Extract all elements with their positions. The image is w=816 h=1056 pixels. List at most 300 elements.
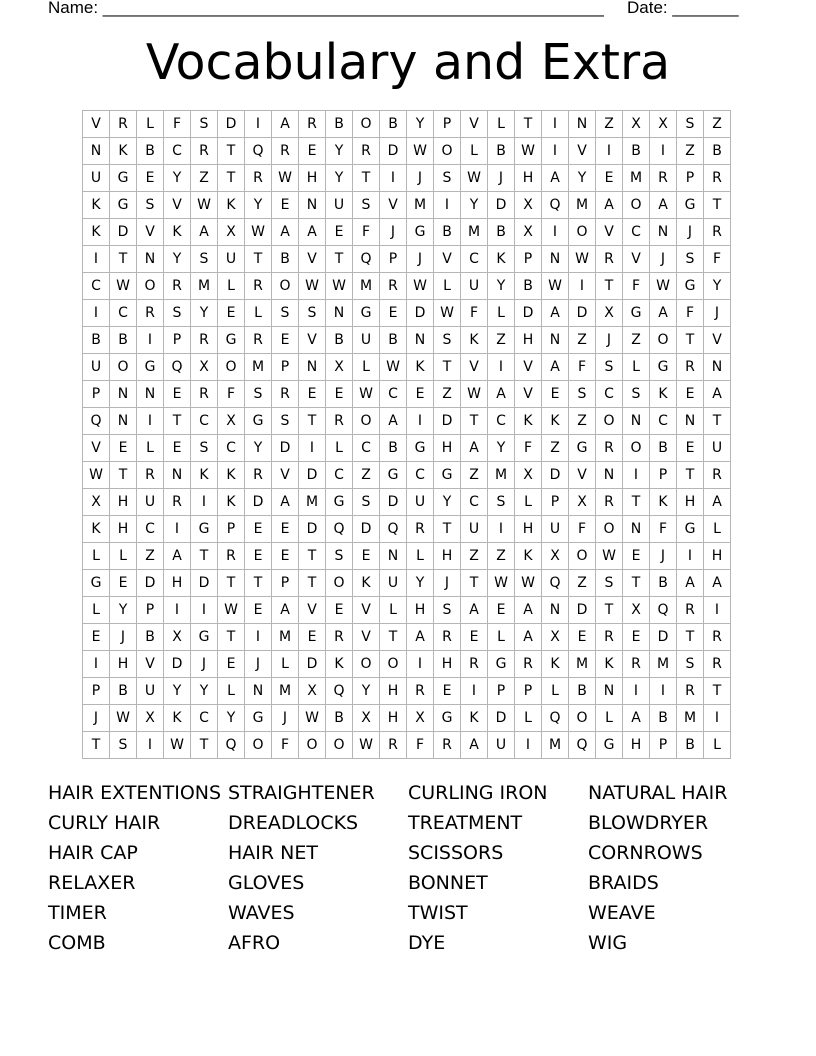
grid-cell[interactable]: A <box>191 219 218 246</box>
grid-cell[interactable]: L <box>596 705 623 732</box>
grid-cell[interactable]: B <box>83 327 110 354</box>
grid-cell[interactable]: W <box>326 273 353 300</box>
grid-cell[interactable]: T <box>461 570 488 597</box>
grid-cell[interactable]: N <box>623 516 650 543</box>
grid-cell[interactable]: U <box>542 516 569 543</box>
grid-cell[interactable]: E <box>164 435 191 462</box>
grid-cell[interactable]: H <box>704 543 731 570</box>
grid-cell[interactable]: W <box>569 246 596 273</box>
grid-cell[interactable]: O <box>623 192 650 219</box>
grid-cell[interactable]: B <box>650 435 677 462</box>
grid-cell[interactable]: T <box>164 408 191 435</box>
grid-cell[interactable]: L <box>704 516 731 543</box>
grid-cell[interactable]: V <box>272 462 299 489</box>
grid-cell[interactable]: A <box>488 381 515 408</box>
grid-cell[interactable]: F <box>677 300 704 327</box>
grid-cell[interactable]: G <box>83 570 110 597</box>
grid-cell[interactable]: R <box>407 516 434 543</box>
grid-cell[interactable]: B <box>326 705 353 732</box>
grid-cell[interactable]: P <box>650 462 677 489</box>
grid-cell[interactable]: W <box>83 462 110 489</box>
grid-cell[interactable]: L <box>488 111 515 138</box>
grid-cell[interactable]: E <box>272 327 299 354</box>
grid-cell[interactable]: N <box>704 354 731 381</box>
grid-cell[interactable]: X <box>218 408 245 435</box>
grid-cell[interactable]: J <box>650 246 677 273</box>
grid-cell[interactable]: R <box>380 732 407 759</box>
grid-cell[interactable]: N <box>110 408 137 435</box>
grid-cell[interactable]: I <box>137 732 164 759</box>
grid-cell[interactable]: C <box>380 381 407 408</box>
grid-cell[interactable]: Y <box>434 489 461 516</box>
grid-cell[interactable]: O <box>245 732 272 759</box>
grid-cell[interactable]: B <box>380 327 407 354</box>
grid-cell[interactable]: F <box>650 516 677 543</box>
grid-cell[interactable]: Y <box>164 246 191 273</box>
grid-cell[interactable]: G <box>191 624 218 651</box>
grid-cell[interactable]: O <box>596 408 623 435</box>
grid-cell[interactable]: W <box>650 273 677 300</box>
grid-cell[interactable]: I <box>704 705 731 732</box>
grid-cell[interactable]: E <box>218 651 245 678</box>
grid-cell[interactable]: B <box>380 435 407 462</box>
grid-cell[interactable]: I <box>137 408 164 435</box>
grid-cell[interactable]: R <box>326 624 353 651</box>
grid-cell[interactable]: R <box>137 462 164 489</box>
grid-cell[interactable]: M <box>191 273 218 300</box>
grid-cell[interactable]: Q <box>542 570 569 597</box>
grid-cell[interactable]: C <box>191 408 218 435</box>
grid-cell[interactable]: O <box>326 570 353 597</box>
grid-cell[interactable]: E <box>272 192 299 219</box>
grid-cell[interactable]: M <box>650 651 677 678</box>
grid-cell[interactable]: D <box>488 192 515 219</box>
grid-cell[interactable]: F <box>164 111 191 138</box>
grid-cell[interactable]: A <box>272 111 299 138</box>
grid-cell[interactable]: M <box>353 273 380 300</box>
grid-cell[interactable]: I <box>704 597 731 624</box>
grid-cell[interactable]: U <box>137 489 164 516</box>
grid-cell[interactable]: E <box>488 597 515 624</box>
grid-cell[interactable]: I <box>542 138 569 165</box>
grid-cell[interactable]: G <box>569 435 596 462</box>
grid-cell[interactable]: G <box>623 300 650 327</box>
grid-cell[interactable]: A <box>515 624 542 651</box>
grid-cell[interactable]: V <box>137 651 164 678</box>
grid-cell[interactable]: A <box>704 489 731 516</box>
grid-cell[interactable]: T <box>299 570 326 597</box>
grid-cell[interactable]: L <box>110 543 137 570</box>
grid-cell[interactable]: E <box>326 597 353 624</box>
grid-cell[interactable]: Z <box>542 435 569 462</box>
grid-cell[interactable]: A <box>542 165 569 192</box>
grid-cell[interactable]: I <box>677 543 704 570</box>
grid-cell[interactable]: V <box>299 597 326 624</box>
grid-cell[interactable]: S <box>191 246 218 273</box>
grid-cell[interactable]: N <box>110 381 137 408</box>
grid-cell[interactable]: Z <box>461 462 488 489</box>
grid-cell[interactable]: V <box>569 462 596 489</box>
grid-cell[interactable]: O <box>353 111 380 138</box>
grid-cell[interactable]: V <box>623 246 650 273</box>
grid-cell[interactable]: Y <box>191 678 218 705</box>
grid-cell[interactable]: W <box>380 354 407 381</box>
grid-cell[interactable]: S <box>623 381 650 408</box>
grid-cell[interactable]: I <box>407 408 434 435</box>
grid-cell[interactable]: I <box>83 246 110 273</box>
grid-cell[interactable]: E <box>137 165 164 192</box>
grid-cell[interactable]: X <box>623 111 650 138</box>
grid-cell[interactable]: J <box>704 300 731 327</box>
grid-cell[interactable]: H <box>434 651 461 678</box>
grid-cell[interactable]: J <box>677 219 704 246</box>
grid-cell[interactable]: L <box>407 543 434 570</box>
grid-cell[interactable]: F <box>218 381 245 408</box>
grid-cell[interactable]: U <box>488 732 515 759</box>
grid-cell[interactable]: S <box>326 543 353 570</box>
grid-cell[interactable]: V <box>164 192 191 219</box>
grid-cell[interactable]: K <box>83 219 110 246</box>
grid-cell[interactable]: O <box>569 219 596 246</box>
grid-cell[interactable]: O <box>110 354 137 381</box>
grid-cell[interactable]: G <box>326 489 353 516</box>
grid-cell[interactable]: T <box>245 246 272 273</box>
grid-cell[interactable]: I <box>488 354 515 381</box>
grid-cell[interactable]: U <box>83 354 110 381</box>
grid-cell[interactable]: L <box>488 624 515 651</box>
grid-cell[interactable]: S <box>191 435 218 462</box>
grid-cell[interactable]: W <box>191 192 218 219</box>
grid-cell[interactable]: U <box>326 192 353 219</box>
grid-cell[interactable]: G <box>380 462 407 489</box>
grid-cell[interactable]: M <box>407 192 434 219</box>
grid-cell[interactable]: L <box>515 705 542 732</box>
grid-cell[interactable]: V <box>353 597 380 624</box>
grid-cell[interactable]: Y <box>407 570 434 597</box>
grid-cell[interactable]: L <box>623 354 650 381</box>
grid-cell[interactable]: N <box>164 462 191 489</box>
grid-cell[interactable]: E <box>569 624 596 651</box>
grid-cell[interactable]: D <box>407 300 434 327</box>
grid-cell[interactable]: O <box>218 354 245 381</box>
grid-cell[interactable]: H <box>380 705 407 732</box>
grid-cell[interactable]: E <box>245 597 272 624</box>
grid-cell[interactable]: F <box>353 219 380 246</box>
grid-cell[interactable]: W <box>164 732 191 759</box>
grid-cell[interactable]: I <box>380 165 407 192</box>
grid-cell[interactable]: I <box>650 138 677 165</box>
grid-cell[interactable]: A <box>380 408 407 435</box>
grid-cell[interactable]: X <box>515 192 542 219</box>
grid-cell[interactable]: A <box>704 381 731 408</box>
grid-cell[interactable]: I <box>299 435 326 462</box>
grid-cell[interactable]: Q <box>542 705 569 732</box>
grid-cell[interactable]: A <box>272 219 299 246</box>
grid-cell[interactable]: W <box>596 543 623 570</box>
grid-cell[interactable]: L <box>704 732 731 759</box>
grid-cell[interactable]: E <box>110 570 137 597</box>
grid-cell[interactable]: X <box>299 678 326 705</box>
grid-cell[interactable]: R <box>245 327 272 354</box>
grid-cell[interactable]: M <box>542 732 569 759</box>
grid-cell[interactable]: A <box>542 300 569 327</box>
grid-cell[interactable]: R <box>245 273 272 300</box>
grid-cell[interactable]: T <box>461 408 488 435</box>
grid-cell[interactable]: D <box>380 138 407 165</box>
grid-cell[interactable]: Q <box>380 516 407 543</box>
grid-cell[interactable]: N <box>677 408 704 435</box>
grid-cell[interactable]: N <box>137 246 164 273</box>
grid-cell[interactable]: V <box>461 111 488 138</box>
grid-cell[interactable]: W <box>542 273 569 300</box>
grid-cell[interactable]: I <box>191 489 218 516</box>
grid-cell[interactable]: J <box>407 165 434 192</box>
grid-cell[interactable]: E <box>326 219 353 246</box>
grid-cell[interactable]: J <box>488 165 515 192</box>
grid-cell[interactable]: C <box>353 435 380 462</box>
grid-cell[interactable]: R <box>326 408 353 435</box>
grid-cell[interactable]: S <box>434 165 461 192</box>
grid-cell[interactable]: G <box>218 327 245 354</box>
grid-cell[interactable]: D <box>650 624 677 651</box>
grid-cell[interactable]: R <box>596 489 623 516</box>
grid-cell[interactable]: Q <box>542 192 569 219</box>
grid-cell[interactable]: Z <box>596 111 623 138</box>
grid-cell[interactable]: P <box>515 678 542 705</box>
grid-cell[interactable]: N <box>299 192 326 219</box>
grid-cell[interactable]: U <box>461 516 488 543</box>
date-field[interactable]: Date: _______ <box>627 0 739 17</box>
grid-cell[interactable]: P <box>83 381 110 408</box>
grid-cell[interactable]: P <box>164 327 191 354</box>
grid-cell[interactable]: N <box>542 327 569 354</box>
grid-cell[interactable]: K <box>218 462 245 489</box>
grid-cell[interactable]: Q <box>83 408 110 435</box>
grid-cell[interactable]: R <box>353 138 380 165</box>
grid-cell[interactable]: H <box>110 651 137 678</box>
grid-cell[interactable]: E <box>380 300 407 327</box>
grid-cell[interactable]: F <box>569 516 596 543</box>
grid-cell[interactable]: G <box>434 462 461 489</box>
grid-cell[interactable]: Z <box>623 327 650 354</box>
grid-cell[interactable]: L <box>83 543 110 570</box>
grid-cell[interactable]: O <box>326 732 353 759</box>
grid-cell[interactable]: T <box>677 327 704 354</box>
grid-cell[interactable]: A <box>542 354 569 381</box>
grid-cell[interactable]: C <box>110 300 137 327</box>
grid-cell[interactable]: V <box>380 192 407 219</box>
grid-cell[interactable]: A <box>461 732 488 759</box>
grid-cell[interactable]: D <box>515 300 542 327</box>
grid-cell[interactable]: L <box>326 435 353 462</box>
grid-cell[interactable]: J <box>245 651 272 678</box>
grid-cell[interactable]: T <box>191 732 218 759</box>
grid-cell[interactable]: N <box>596 462 623 489</box>
grid-cell[interactable]: T <box>326 246 353 273</box>
grid-cell[interactable]: B <box>137 138 164 165</box>
grid-cell[interactable]: L <box>488 300 515 327</box>
grid-cell[interactable]: D <box>137 570 164 597</box>
grid-cell[interactable]: Z <box>488 543 515 570</box>
grid-cell[interactable]: C <box>83 273 110 300</box>
grid-cell[interactable]: G <box>353 300 380 327</box>
grid-cell[interactable]: R <box>704 219 731 246</box>
grid-cell[interactable]: H <box>110 516 137 543</box>
grid-cell[interactable]: P <box>515 246 542 273</box>
grid-cell[interactable]: I <box>596 138 623 165</box>
grid-cell[interactable]: X <box>164 624 191 651</box>
grid-cell[interactable]: I <box>245 624 272 651</box>
grid-cell[interactable]: A <box>461 435 488 462</box>
grid-cell[interactable]: T <box>623 489 650 516</box>
grid-cell[interactable]: Y <box>353 678 380 705</box>
grid-cell[interactable]: I <box>407 651 434 678</box>
grid-cell[interactable]: D <box>569 300 596 327</box>
grid-cell[interactable]: H <box>677 489 704 516</box>
grid-cell[interactable]: Z <box>434 381 461 408</box>
grid-cell[interactable]: T <box>299 408 326 435</box>
grid-cell[interactable]: S <box>272 408 299 435</box>
grid-cell[interactable]: I <box>191 597 218 624</box>
grid-cell[interactable]: I <box>488 516 515 543</box>
grid-cell[interactable]: A <box>704 570 731 597</box>
grid-cell[interactable]: B <box>488 219 515 246</box>
grid-cell[interactable]: K <box>461 705 488 732</box>
grid-cell[interactable]: W <box>272 165 299 192</box>
grid-cell[interactable]: S <box>434 597 461 624</box>
grid-cell[interactable]: S <box>272 300 299 327</box>
grid-cell[interactable]: J <box>272 705 299 732</box>
grid-cell[interactable]: V <box>434 246 461 273</box>
grid-cell[interactable]: W <box>434 300 461 327</box>
grid-cell[interactable]: N <box>623 408 650 435</box>
grid-cell[interactable]: T <box>218 570 245 597</box>
grid-cell[interactable]: T <box>83 732 110 759</box>
grid-cell[interactable]: F <box>623 273 650 300</box>
grid-cell[interactable]: K <box>83 516 110 543</box>
grid-cell[interactable]: S <box>569 381 596 408</box>
grid-cell[interactable]: R <box>191 138 218 165</box>
grid-cell[interactable]: F <box>704 246 731 273</box>
grid-cell[interactable]: O <box>569 543 596 570</box>
grid-cell[interactable]: G <box>245 408 272 435</box>
grid-cell[interactable]: R <box>191 381 218 408</box>
grid-cell[interactable]: D <box>245 489 272 516</box>
grid-cell[interactable]: S <box>299 300 326 327</box>
grid-cell[interactable]: P <box>272 570 299 597</box>
grid-cell[interactable]: L <box>83 597 110 624</box>
grid-cell[interactable]: E <box>272 543 299 570</box>
grid-cell[interactable]: M <box>569 651 596 678</box>
grid-cell[interactable]: T <box>596 597 623 624</box>
grid-cell[interactable]: N <box>569 111 596 138</box>
grid-cell[interactable]: W <box>461 165 488 192</box>
grid-cell[interactable]: A <box>407 624 434 651</box>
grid-cell[interactable]: W <box>110 273 137 300</box>
grid-cell[interactable]: I <box>650 678 677 705</box>
grid-cell[interactable]: K <box>650 381 677 408</box>
grid-cell[interactable]: R <box>596 246 623 273</box>
grid-cell[interactable]: N <box>83 138 110 165</box>
grid-cell[interactable]: N <box>596 678 623 705</box>
grid-cell[interactable]: T <box>434 354 461 381</box>
grid-cell[interactable]: N <box>299 354 326 381</box>
grid-cell[interactable]: V <box>515 381 542 408</box>
grid-cell[interactable]: G <box>677 516 704 543</box>
grid-cell[interactable]: K <box>191 462 218 489</box>
grid-cell[interactable]: Y <box>407 111 434 138</box>
grid-cell[interactable]: P <box>137 597 164 624</box>
grid-cell[interactable]: M <box>461 219 488 246</box>
grid-cell[interactable]: K <box>83 192 110 219</box>
grid-cell[interactable]: G <box>137 354 164 381</box>
grid-cell[interactable]: D <box>569 597 596 624</box>
grid-cell[interactable]: R <box>704 651 731 678</box>
grid-cell[interactable]: G <box>110 192 137 219</box>
grid-cell[interactable]: E <box>542 381 569 408</box>
grid-cell[interactable]: O <box>299 732 326 759</box>
grid-cell[interactable]: U <box>461 273 488 300</box>
grid-cell[interactable]: R <box>434 732 461 759</box>
grid-cell[interactable]: Y <box>326 138 353 165</box>
grid-cell[interactable]: C <box>623 219 650 246</box>
grid-cell[interactable]: E <box>461 624 488 651</box>
grid-cell[interactable]: N <box>245 678 272 705</box>
grid-cell[interactable]: R <box>164 273 191 300</box>
grid-cell[interactable]: N <box>137 381 164 408</box>
grid-cell[interactable]: W <box>515 138 542 165</box>
grid-cell[interactable]: R <box>650 165 677 192</box>
grid-cell[interactable]: U <box>137 678 164 705</box>
grid-cell[interactable]: R <box>677 597 704 624</box>
grid-cell[interactable]: Y <box>326 165 353 192</box>
grid-cell[interactable]: D <box>299 651 326 678</box>
grid-cell[interactable]: D <box>218 111 245 138</box>
grid-cell[interactable]: B <box>272 246 299 273</box>
grid-cell[interactable]: W <box>353 732 380 759</box>
grid-cell[interactable]: K <box>218 192 245 219</box>
grid-cell[interactable]: A <box>623 705 650 732</box>
grid-cell[interactable]: J <box>380 219 407 246</box>
grid-cell[interactable]: B <box>137 624 164 651</box>
grid-cell[interactable]: U <box>218 246 245 273</box>
grid-cell[interactable]: T <box>110 246 137 273</box>
grid-cell[interactable]: S <box>434 327 461 354</box>
grid-cell[interactable]: K <box>515 543 542 570</box>
grid-cell[interactable]: E <box>272 516 299 543</box>
grid-cell[interactable]: Z <box>137 543 164 570</box>
grid-cell[interactable]: R <box>596 624 623 651</box>
grid-cell[interactable]: R <box>677 354 704 381</box>
grid-cell[interactable]: Z <box>569 570 596 597</box>
grid-cell[interactable]: M <box>569 192 596 219</box>
grid-cell[interactable]: L <box>137 111 164 138</box>
grid-cell[interactable]: D <box>164 651 191 678</box>
grid-cell[interactable]: E <box>623 543 650 570</box>
grid-cell[interactable]: C <box>407 462 434 489</box>
grid-cell[interactable]: B <box>704 138 731 165</box>
grid-cell[interactable]: M <box>245 354 272 381</box>
grid-cell[interactable]: Y <box>245 435 272 462</box>
grid-cell[interactable]: S <box>110 732 137 759</box>
grid-cell[interactable]: T <box>677 462 704 489</box>
grid-cell[interactable]: E <box>677 435 704 462</box>
grid-cell[interactable]: Q <box>650 597 677 624</box>
grid-cell[interactable]: N <box>650 219 677 246</box>
grid-cell[interactable]: E <box>299 381 326 408</box>
grid-cell[interactable]: X <box>542 543 569 570</box>
grid-cell[interactable]: O <box>623 435 650 462</box>
